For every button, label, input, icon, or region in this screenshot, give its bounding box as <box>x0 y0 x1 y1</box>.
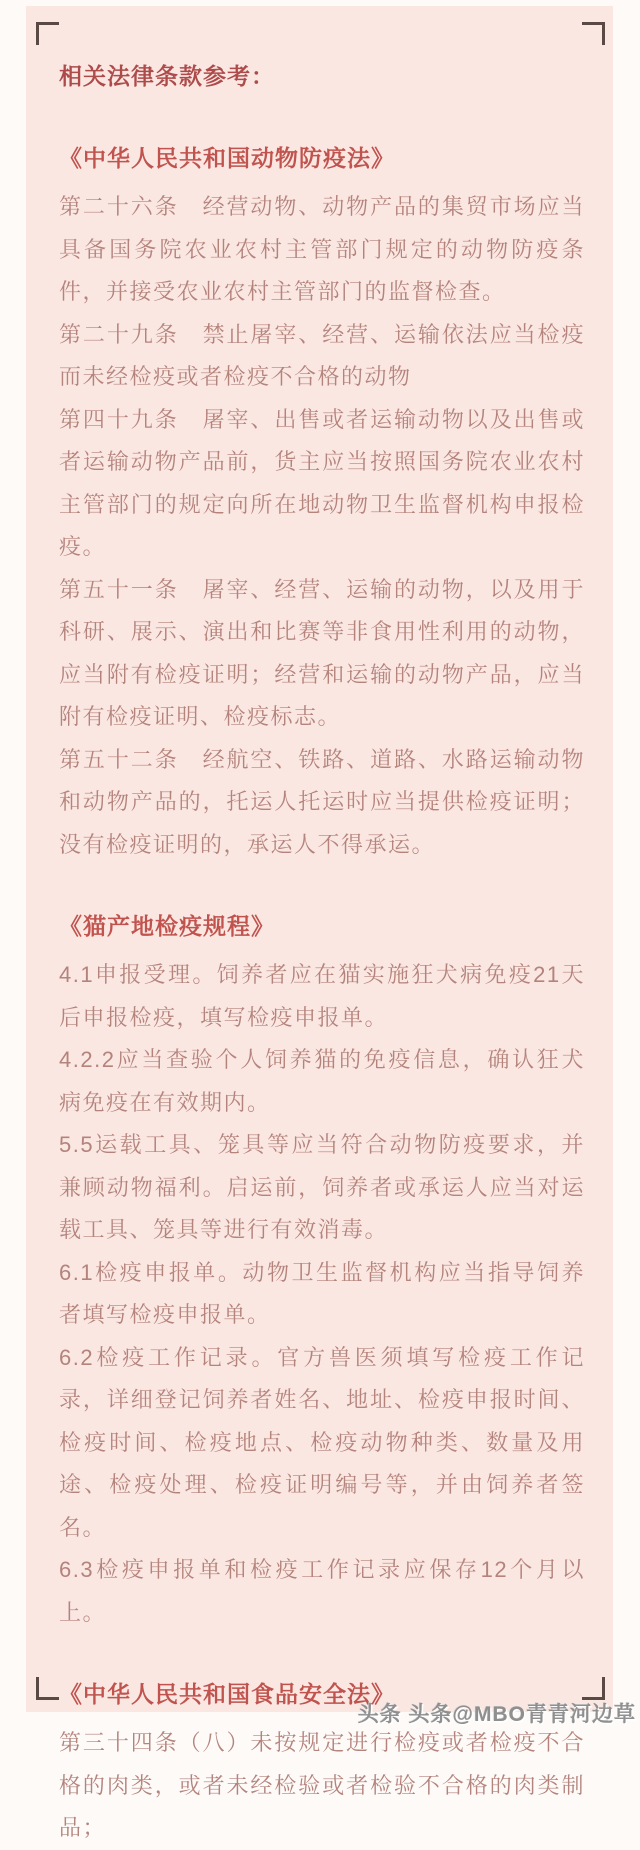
legal-paragraph: 第二十六条 经营动物、动物产品的集贸市场应当具备国务院农业农村主管部门规定的动物防疫条件，并接受农业农村主管部门的监督检查。 <box>59 194 585 304</box>
legal-paragraph: 4.1申报受理。饲养者应在猫实施狂犬病免疫21天后申报检疫，填写检疫申报单。 <box>59 962 585 1030</box>
section-heading: 《猫产地检疫规程》 <box>59 913 275 939</box>
corner-bracket-bottom-right-icon <box>582 1677 605 1700</box>
legal-paragraph: 第三十四条（八）未按规定进行检疫或者检疫不合格的肉类，或者未经检验或者检验不合格的肉类制品； <box>59 1730 585 1840</box>
section-animal-epidemic-law <box>59 137 585 866</box>
legal-paragraph: 第五十一条 屠宰、经营、运输的动物，以及用于科研、展示、演出和比赛等非食用性利用的动物，应当附有检疫证明；经营和运输的动物产品，应当附有检疫证明、检疫标志。 <box>59 576 585 729</box>
legal-paragraph: 第二十九条 禁止屠宰、经营、运输依法应当检疫而未经检疫或者检疫不合格的动物 <box>59 321 585 389</box>
section-heading: 《中华人民共和国食品安全法》 <box>59 1681 395 1707</box>
corner-bracket-bottom-left-icon <box>36 1677 59 1700</box>
legal-paragraph: 6.3检疫申报单和检疫工作记录应保存12个月以上。 <box>59 1557 585 1625</box>
legal-paragraph: 4.2.2应当查验个人饲养猫的免疫信息，确认狂犬病免疫在有效期内。 <box>59 1047 585 1115</box>
page-title: 相关法律条款参考： <box>59 63 275 89</box>
legal-paragraph: 第五十二条 经航空、铁路、道路、水路运输动物和动物产品的，托运人托运时应当提供检疫证明；没有检疫证明的，承运人不得承运。 <box>59 746 585 857</box>
legal-paragraph: 5.5运载工具、笼具等应当符合动物防疫要求，并兼顾动物福利。启运前，饲养者或承运人应当对运载工具、笼具等进行有效消毒。 <box>59 1132 585 1242</box>
section-cat-quarantine-rules <box>59 905 585 1634</box>
legal-paragraph: 第四十九条 屠宰、出售或者运输动物以及出售或者运输动物产品前，货主应当按照国务院农业农村主管部门的规定向所在地动物卫生监督机构申报检疫。 <box>59 406 585 559</box>
section-heading: 《中华人民共和国动物防疫法》 <box>59 145 395 171</box>
article-content <box>59 6 585 1850</box>
legal-paragraph: 6.2检疫工作记录。官方兽医须填写检疫工作记录，详细登记饲养者姓名、地址、检疫申报时间、检疫时间、检疫地点、检疫动物种类、数量及用途、检疫处理、检疫证明编号等，并由饲养者签名。 <box>59 1344 585 1540</box>
watermark: 头条 头条@MBO青青河边草 <box>357 1703 636 1726</box>
corner-bracket-top-left-icon <box>36 22 59 45</box>
legal-paragraph: 6.1检疫申报单。动物卫生监督机构应当指导饲养者填写检疫申报单。 <box>59 1259 585 1327</box>
corner-bracket-top-right-icon <box>582 22 605 45</box>
